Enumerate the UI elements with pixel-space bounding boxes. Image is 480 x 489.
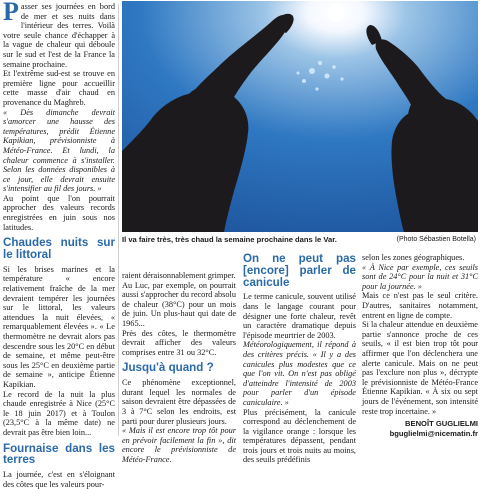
paragraph: Le terme canicule, souvent utilisé dans le langage courant pour désigner une forte chaleur, revêt un caractère dramatique depuis l'épisode meurtrier de 2003. bbox=[243, 292, 356, 340]
author-name: BENOÎT GUGLIELMI bbox=[405, 419, 478, 429]
subheading-fournaise: Fournaise dans les terres bbox=[3, 441, 115, 467]
quote-paragraph: Météorologiquement, il répond à des critères précis. « Il y a des canicules plus modestes que ce que l'on vit. On n'est pas obligé d'atteindre l'intensité de 2003 pour parler d'un épisode caniculaire. » bbox=[243, 340, 356, 407]
paragraph: Mais ce n'est pas le seul critère. D'autres, sanitaires notamment, entrent en ligne de compte. bbox=[362, 291, 478, 320]
quote-paragraph: « Mais il est encore trop tôt pour en prévoir facilement la fin », dit encore le prévisionniste de Météo-France. bbox=[122, 426, 236, 464]
photo-credit: (Photo Sébastien Botella) bbox=[396, 236, 476, 243]
paragraph: La journée, c'est en s'éloignant des côtes que les valeurs pour- bbox=[3, 470, 115, 489]
paragraph: selon les zones géographiques. bbox=[362, 253, 465, 262]
paragraph: Le record de la nuit la plus chaude enregistrée à Nice (25°C le 18 juin 2017) et à Toulon (23,5°C à la même date) ne devrait pas être bien loin... bbox=[3, 389, 115, 437]
article-column-3 bbox=[243, 252, 356, 465]
drop-cap: P bbox=[3, 0, 19, 26]
paragraph: raient déraisonnablement grimper. bbox=[122, 271, 236, 280]
caption-text: Il va faire très, très chaud la semaine prochaine dans le Var. bbox=[122, 235, 337, 244]
paragraph: Passer ses journées en bord de mer et ses nuits dans l'intérieur des terres. Voilà votre seule chance d'échapper à la vague de chaleur qui déboule sur le sud et l'est de la France la semaine prochaine. bbox=[3, 0, 115, 69]
author-email[interactable]: bguglielmi@nicematin.fr bbox=[389, 428, 478, 438]
paragraph: Au Luc, par exemple, on pourrait aussi s'approcher du record absolu de chaleur (38°C) pour un mois de juin. Un plus-haut qui date de 1965... bbox=[122, 280, 236, 328]
paragraph: Au point que l'on pourrait approcher des valeurs records enregistrées en juin sous nos latitudes. bbox=[3, 193, 115, 232]
paragraph: Plus précisément, la canicule correspond au déclenchement de la vigilance orange : lorsque les températures dépassent, pendant trois jours et trois nuits au moins, des seuils prédéfinis bbox=[243, 407, 356, 465]
article-photo bbox=[122, 1, 478, 232]
paragraph: Si la chaleur attendue en deuxième partie s'annonce proche de ces seuils, « il est bien trop tôt pour affirmer que l'on déclenchera une alerte canicule. Mais on ne peut pas l'exclure non plus », décrypte le prévisionniste de Météo-France Étienne Kapikian. « À six ou sept jours de l'événement, son intensité reste trop incertaine. » bbox=[362, 320, 478, 416]
photo-silhouettes-sun bbox=[122, 1, 478, 232]
paragraph: Et l'extrême sud-est se trouve en première ligne pour accueillir cette masse d'air chaud en provenance du Maghreb. bbox=[3, 69, 115, 107]
photo-caption bbox=[122, 234, 478, 246]
paragraph: Si les brises marines et la température « encore relativement fraîche de la mer devraient tempérer les journées sur le littoral, les valeurs attendues la nuit élevées, « remarquablement élevées ». « Le thermomètre ne devrait alors pas descendre sous les 20°C en début de semaine, et même peut-être sous les 25°C en deuxième partie de semaine », anticipe Étienne Kapikian. bbox=[3, 264, 115, 389]
article-column-4 bbox=[362, 253, 478, 438]
paragraph: Ce phénomène exceptionnel, durant lequel les normales de saison devraient être dépassées de 3 à 7°C selon les endroits, est parti pour durer plusieurs jours. bbox=[122, 378, 236, 426]
column-divider bbox=[118, 4, 119, 436]
article-column-2 bbox=[122, 271, 236, 464]
subheading-jusqua-quand: Jusqu'à quand ? bbox=[122, 361, 214, 375]
paragraph: Près des côtes, le thermomètre devrait afficher des valeurs comprises entre 31 ou 32°C. bbox=[122, 328, 236, 357]
subheading-canicule: On ne peut pas [encore] parler de canicule bbox=[243, 252, 356, 289]
subheading-littoral: Chaudes nuits sur le littoral bbox=[3, 236, 115, 262]
quote-paragraph: « À Nice par exemple, ces seuils sont de 24°C pour la nuit et 31°C pour la journée. » bbox=[362, 262, 478, 291]
article-column-1 bbox=[3, 0, 115, 489]
quote-paragraph: « Dès dimanche devrait s'amorcer une hausse des températures, prédit Étienne Kapikian, prévisionniste à Météo-France. Et lundi, la chaleur commence à s'installer. Selon les données disponibles à ce jour, elle devrait ensuite s'intensifier au fil des jours. » bbox=[3, 107, 115, 194]
